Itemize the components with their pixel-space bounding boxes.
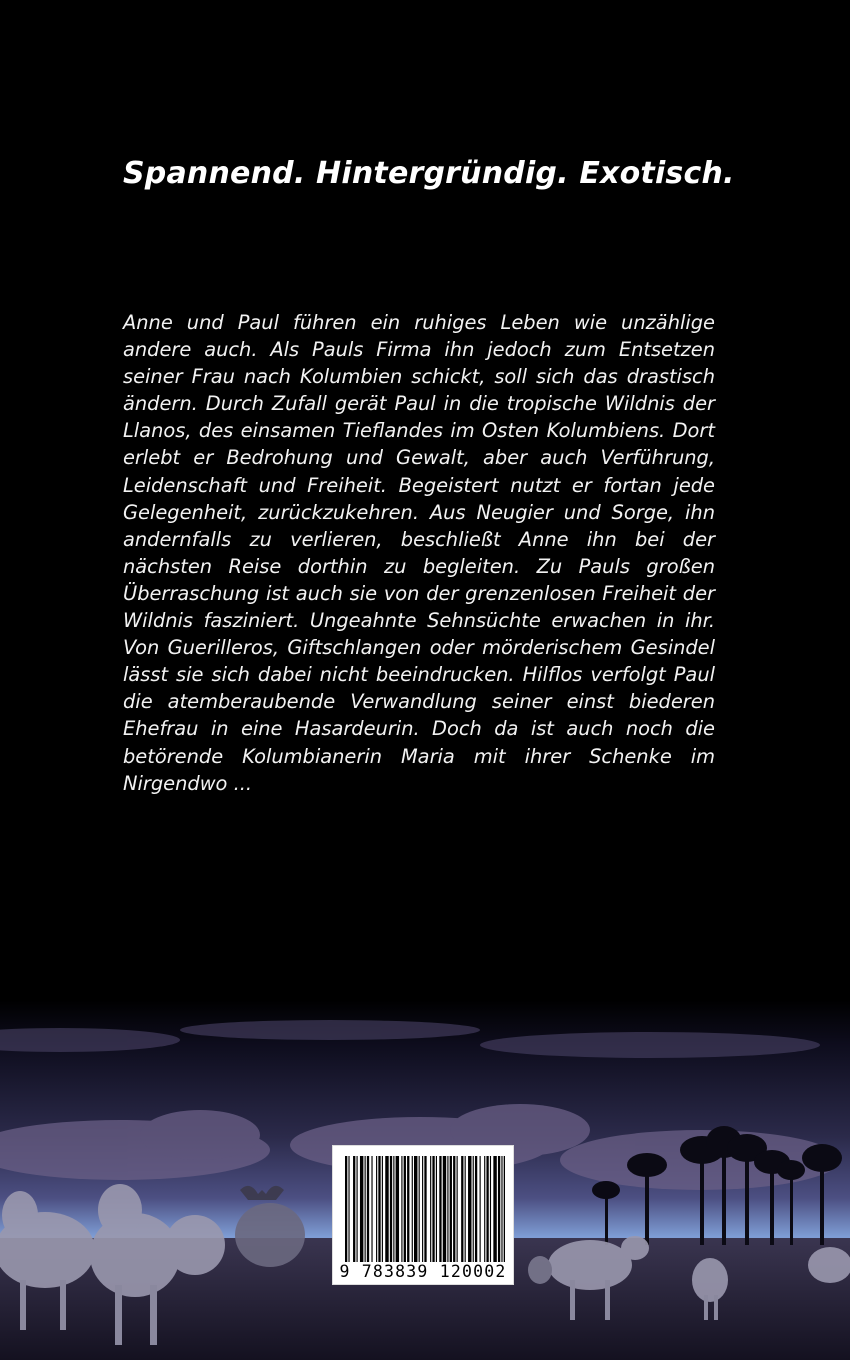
isbn-barcode [332,1145,514,1285]
barcode-bars [345,1156,505,1262]
tagline: Spannend. Hintergründig. Exotisch. [123,156,735,191]
blurb-text: Anne und Paul führen ein ruhiges Leben wie unzählige andere auch. Als Pauls Firma ihn jedoch zum Entsetzen seiner Frau nach Kolumbien schickt, soll sich das drastisch ändern. Durch Zufall gerät Paul in die tropische Wildnis der Llanos, des einsamen Tieflandes im Osten Kolumbiens. Dort erlebt er Bedrohung und Gewalt, aber auch Verführung, Leidenschaft und Freiheit. Begeistert nutzt er fortan jede Gelegenheit, zurückzukehren. Aus Neugier und Sorge, ihn andernfalls zu verlieren, beschließt Anne ihn bei der nächsten Reise dorthin zu begleiten. Zu Pauls großen Überraschung ist auch sie von der grenzenlosen Freiheit der Wildnis fasziniert. Ungeahnte Sehnsüchte erwachen in ihr. Von Guerilleros, Giftschlangen oder mörderischem Gesindel lässt sie sich dabei nicht beeindrucken. Hilflos verfolgt Paul die atemberaubende Verwandlung seiner einst biederen Ehefrau in eine Hasardeurin. Doch da ist auch noch die betörende Kolumbianerin Maria mit ihrer Schenke im Nirgendwo ... [123,311,715,795]
isbn-number: 9 783839 120002 [339,1262,507,1281]
